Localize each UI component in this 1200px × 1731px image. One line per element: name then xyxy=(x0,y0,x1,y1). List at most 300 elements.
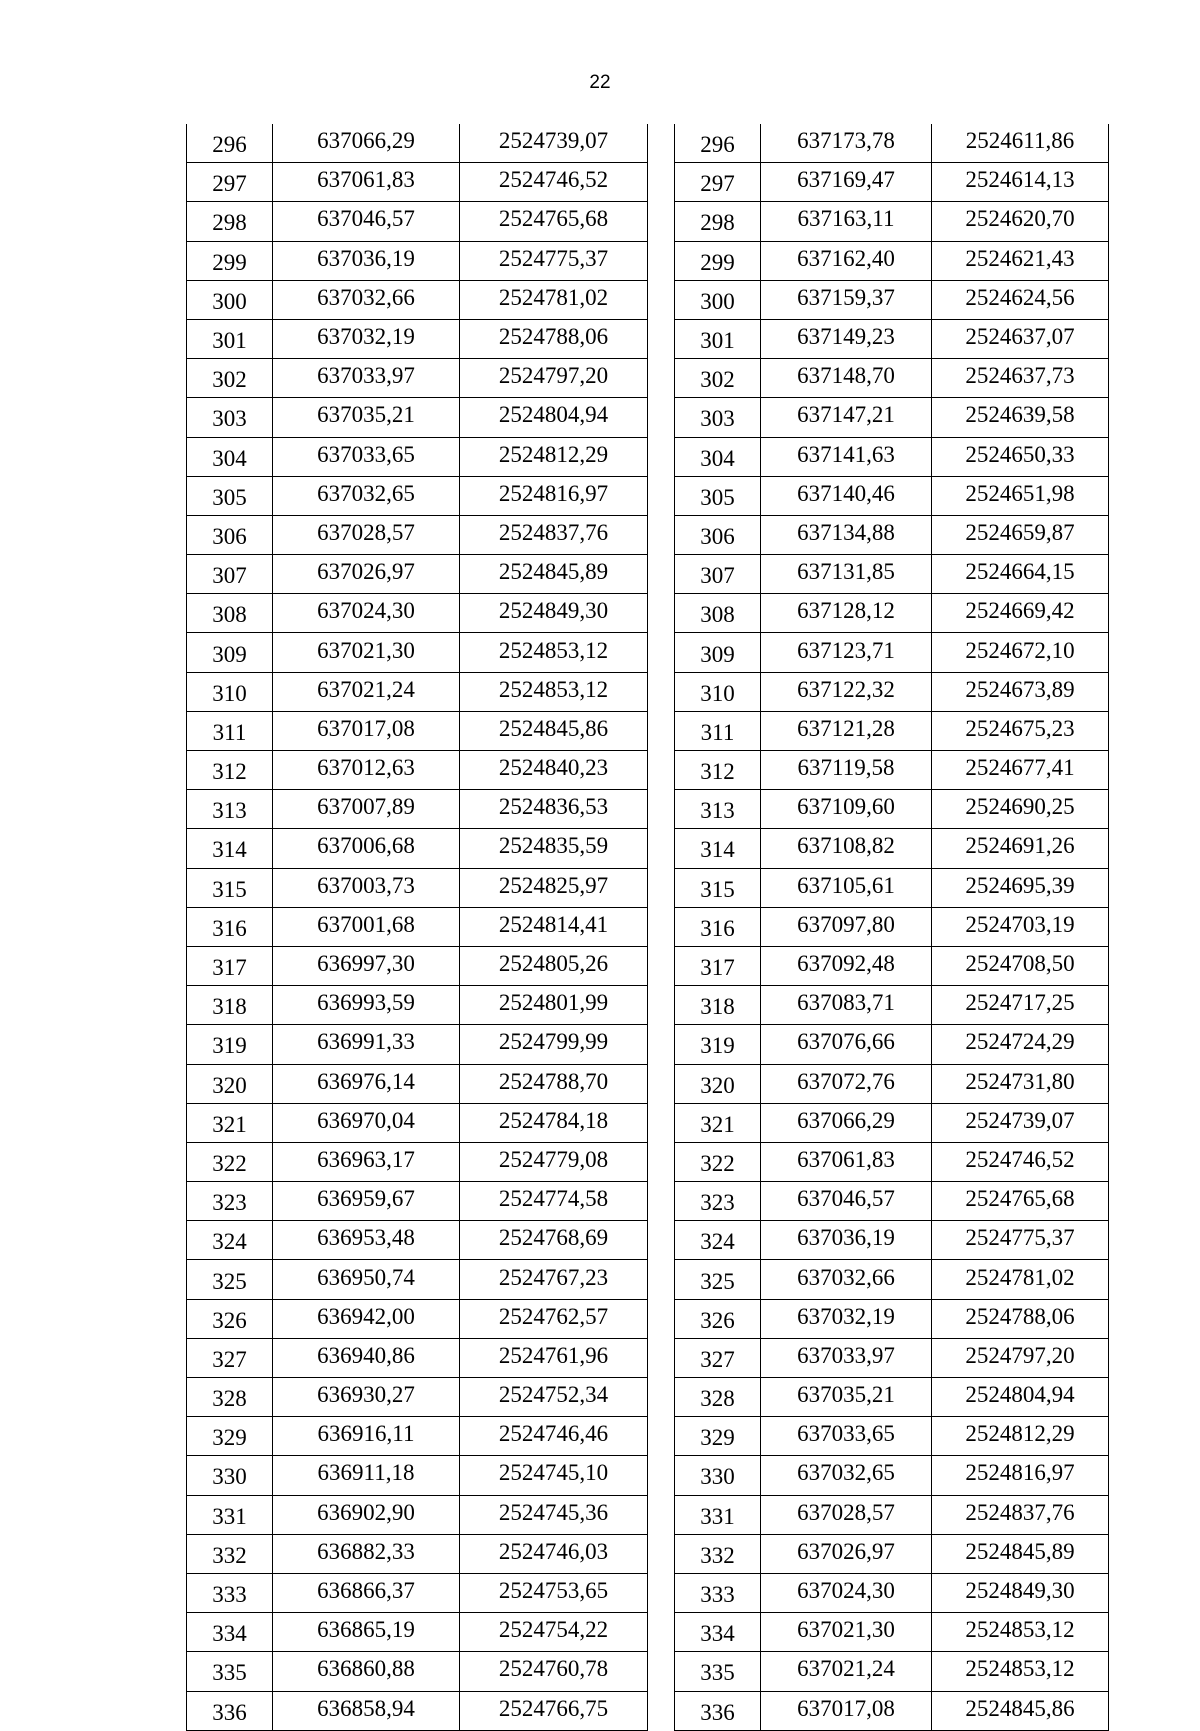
x-coordinate-cell: 637006,68 xyxy=(273,829,460,868)
point-number-cell: 304 xyxy=(675,437,761,476)
table-row xyxy=(675,1573,1109,1612)
y-coordinate-cell: 2524621,43 xyxy=(932,241,1109,280)
table-row xyxy=(187,359,648,398)
x-coordinate-cell: 636991,33 xyxy=(273,1025,460,1064)
y-coordinate-cell: 2524695,39 xyxy=(932,868,1109,907)
point-number-cell: 305 xyxy=(187,476,273,515)
point-number-cell: 322 xyxy=(187,1142,273,1181)
y-coordinate-cell: 2524691,26 xyxy=(932,829,1109,868)
table-row xyxy=(675,319,1109,358)
point-number-cell: 308 xyxy=(675,594,761,633)
y-coordinate-cell: 2524746,03 xyxy=(460,1534,648,1573)
x-coordinate-cell: 636858,94 xyxy=(273,1691,460,1730)
y-coordinate-cell: 2524781,02 xyxy=(932,1260,1109,1299)
y-coordinate-cell: 2524799,99 xyxy=(460,1025,648,1064)
y-coordinate-cell: 2524753,65 xyxy=(460,1573,648,1612)
point-number-cell: 306 xyxy=(187,515,273,554)
table-row xyxy=(675,1142,1109,1181)
x-coordinate-cell: 636959,67 xyxy=(273,1182,460,1221)
y-coordinate-cell: 2524853,12 xyxy=(932,1613,1109,1652)
x-coordinate-cell: 637024,30 xyxy=(761,1573,932,1612)
point-number-cell: 320 xyxy=(675,1064,761,1103)
x-coordinate-cell: 636916,11 xyxy=(273,1417,460,1456)
x-coordinate-cell: 636976,14 xyxy=(273,1064,460,1103)
y-coordinate-cell: 2524650,33 xyxy=(932,437,1109,476)
point-number-cell: 326 xyxy=(675,1299,761,1338)
table-row xyxy=(675,1182,1109,1221)
x-coordinate-cell: 636953,48 xyxy=(273,1221,460,1260)
point-number-cell: 307 xyxy=(187,555,273,594)
y-coordinate-cell: 2524761,96 xyxy=(460,1338,648,1377)
table-row xyxy=(187,1652,648,1691)
y-coordinate-cell: 2524639,58 xyxy=(932,398,1109,437)
point-number-cell: 334 xyxy=(187,1613,273,1652)
x-coordinate-cell: 637121,28 xyxy=(761,711,932,750)
table-row xyxy=(187,124,648,163)
point-number-cell: 311 xyxy=(675,711,761,750)
point-number-cell: 333 xyxy=(675,1573,761,1612)
table-row xyxy=(675,398,1109,437)
x-coordinate-cell: 637003,73 xyxy=(273,868,460,907)
table-row xyxy=(675,672,1109,711)
x-coordinate-cell: 637035,21 xyxy=(761,1378,932,1417)
y-coordinate-cell: 2524746,52 xyxy=(460,163,648,202)
table-row xyxy=(675,163,1109,202)
x-coordinate-cell: 637105,61 xyxy=(761,868,932,907)
y-coordinate-cell: 2524814,41 xyxy=(460,907,648,946)
point-number-cell: 297 xyxy=(675,163,761,202)
x-coordinate-cell: 637007,89 xyxy=(273,790,460,829)
y-coordinate-cell: 2524717,25 xyxy=(932,986,1109,1025)
y-coordinate-cell: 2524774,58 xyxy=(460,1182,648,1221)
x-coordinate-cell: 637032,19 xyxy=(273,319,460,358)
x-coordinate-cell: 637032,19 xyxy=(761,1299,932,1338)
x-coordinate-cell: 637033,97 xyxy=(273,359,460,398)
y-coordinate-cell: 2524754,22 xyxy=(460,1613,648,1652)
x-coordinate-cell: 637134,88 xyxy=(761,515,932,554)
point-number-cell: 317 xyxy=(187,946,273,985)
point-number-cell: 302 xyxy=(187,359,273,398)
y-coordinate-cell: 2524664,15 xyxy=(932,555,1109,594)
point-number-cell: 301 xyxy=(187,319,273,358)
y-coordinate-cell: 2524845,89 xyxy=(932,1534,1109,1573)
table-row xyxy=(675,1221,1109,1260)
table-row xyxy=(675,946,1109,985)
x-coordinate-cell: 636993,59 xyxy=(273,986,460,1025)
y-coordinate-cell: 2524837,76 xyxy=(460,515,648,554)
point-number-cell: 309 xyxy=(187,633,273,672)
y-coordinate-cell: 2524708,50 xyxy=(932,946,1109,985)
point-number-cell: 321 xyxy=(187,1103,273,1142)
y-coordinate-cell: 2524837,76 xyxy=(932,1495,1109,1534)
table-row xyxy=(675,868,1109,907)
x-coordinate-cell: 637026,97 xyxy=(761,1534,932,1573)
point-number-cell: 308 xyxy=(187,594,273,633)
y-coordinate-cell: 2524746,52 xyxy=(932,1142,1109,1181)
table-row xyxy=(187,790,648,829)
point-number-cell: 312 xyxy=(187,751,273,790)
x-coordinate-cell: 636930,27 xyxy=(273,1378,460,1417)
point-number-cell: 328 xyxy=(675,1378,761,1417)
x-coordinate-cell: 637061,83 xyxy=(761,1142,932,1181)
x-coordinate-cell: 637024,30 xyxy=(273,594,460,633)
x-coordinate-cell: 636942,00 xyxy=(273,1299,460,1338)
y-coordinate-cell: 2524675,23 xyxy=(932,711,1109,750)
table-row xyxy=(675,437,1109,476)
table-row xyxy=(675,476,1109,515)
x-coordinate-cell: 637083,71 xyxy=(761,986,932,1025)
y-coordinate-cell: 2524805,26 xyxy=(460,946,648,985)
x-coordinate-cell: 637097,80 xyxy=(761,907,932,946)
point-number-cell: 331 xyxy=(675,1495,761,1534)
y-coordinate-cell: 2524788,70 xyxy=(460,1064,648,1103)
y-coordinate-cell: 2524745,10 xyxy=(460,1456,648,1495)
table-row xyxy=(187,515,648,554)
table-row xyxy=(675,790,1109,829)
table-row xyxy=(187,280,648,319)
table-row xyxy=(187,946,648,985)
x-coordinate-cell: 637033,65 xyxy=(273,437,460,476)
y-coordinate-cell: 2524651,98 xyxy=(932,476,1109,515)
y-coordinate-cell: 2524781,02 xyxy=(460,280,648,319)
point-number-cell: 315 xyxy=(187,868,273,907)
x-coordinate-cell: 637123,71 xyxy=(761,633,932,672)
y-coordinate-cell: 2524853,12 xyxy=(460,672,648,711)
x-coordinate-cell: 637035,21 xyxy=(273,398,460,437)
table-row xyxy=(675,202,1109,241)
x-coordinate-cell: 637032,66 xyxy=(761,1260,932,1299)
point-number-cell: 307 xyxy=(675,555,761,594)
point-number-cell: 325 xyxy=(187,1260,273,1299)
y-coordinate-cell: 2524739,07 xyxy=(932,1103,1109,1142)
table-row xyxy=(187,711,648,750)
y-coordinate-cell: 2524677,41 xyxy=(932,751,1109,790)
x-coordinate-cell: 637147,21 xyxy=(761,398,932,437)
point-number-cell: 303 xyxy=(187,398,273,437)
x-coordinate-cell: 637140,46 xyxy=(761,476,932,515)
table-row xyxy=(675,1495,1109,1534)
x-coordinate-cell: 637028,57 xyxy=(761,1495,932,1534)
y-coordinate-cell: 2524690,25 xyxy=(932,790,1109,829)
point-number-cell: 311 xyxy=(187,711,273,750)
point-number-cell: 335 xyxy=(187,1652,273,1691)
x-coordinate-cell: 636860,88 xyxy=(273,1652,460,1691)
point-number-cell: 317 xyxy=(675,946,761,985)
table-row xyxy=(675,1652,1109,1691)
x-coordinate-cell: 636865,19 xyxy=(273,1613,460,1652)
table-row xyxy=(187,1573,648,1612)
y-coordinate-cell: 2524766,75 xyxy=(460,1691,648,1730)
y-coordinate-cell: 2524746,46 xyxy=(460,1417,648,1456)
table-row xyxy=(675,633,1109,672)
y-coordinate-cell: 2524775,37 xyxy=(932,1221,1109,1260)
table-row xyxy=(187,1613,648,1652)
point-number-cell: 305 xyxy=(675,476,761,515)
point-number-cell: 322 xyxy=(675,1142,761,1181)
table-row xyxy=(675,124,1109,163)
point-number-cell: 303 xyxy=(675,398,761,437)
y-coordinate-cell: 2524812,29 xyxy=(460,437,648,476)
table-row xyxy=(675,1025,1109,1064)
x-coordinate-cell: 637061,83 xyxy=(273,163,460,202)
x-coordinate-cell: 637128,12 xyxy=(761,594,932,633)
y-coordinate-cell: 2524836,53 xyxy=(460,790,648,829)
y-coordinate-cell: 2524760,78 xyxy=(460,1652,648,1691)
table-row xyxy=(187,1338,648,1377)
x-coordinate-cell: 637122,32 xyxy=(761,672,932,711)
x-coordinate-cell: 637021,24 xyxy=(273,672,460,711)
table-row xyxy=(187,1260,648,1299)
point-number-cell: 329 xyxy=(675,1417,761,1456)
table-row xyxy=(675,1299,1109,1338)
table-row xyxy=(187,437,648,476)
y-coordinate-cell: 2524779,08 xyxy=(460,1142,648,1181)
point-number-cell: 330 xyxy=(187,1456,273,1495)
table-row xyxy=(187,829,648,868)
point-number-cell: 313 xyxy=(675,790,761,829)
table-row xyxy=(187,672,648,711)
x-coordinate-cell: 637012,63 xyxy=(273,751,460,790)
point-number-cell: 321 xyxy=(675,1103,761,1142)
table-row xyxy=(675,1378,1109,1417)
table-row xyxy=(675,1417,1109,1456)
y-coordinate-cell: 2524703,19 xyxy=(932,907,1109,946)
x-coordinate-cell: 637108,82 xyxy=(761,829,932,868)
y-coordinate-cell: 2524784,18 xyxy=(460,1103,648,1142)
y-coordinate-cell: 2524845,86 xyxy=(932,1691,1109,1730)
point-number-cell: 298 xyxy=(187,202,273,241)
x-coordinate-cell: 637148,70 xyxy=(761,359,932,398)
y-coordinate-cell: 2524611,86 xyxy=(932,124,1109,163)
y-coordinate-cell: 2524673,89 xyxy=(932,672,1109,711)
table-row xyxy=(675,1534,1109,1573)
x-coordinate-cell: 637076,66 xyxy=(761,1025,932,1064)
point-number-cell: 297 xyxy=(187,163,273,202)
point-number-cell: 314 xyxy=(675,829,761,868)
point-number-cell: 334 xyxy=(675,1613,761,1652)
x-coordinate-cell: 637021,30 xyxy=(761,1613,932,1652)
y-coordinate-cell: 2524637,07 xyxy=(932,319,1109,358)
table-row xyxy=(675,829,1109,868)
point-number-cell: 296 xyxy=(187,124,273,163)
point-number-cell: 312 xyxy=(675,751,761,790)
point-number-cell: 315 xyxy=(675,868,761,907)
x-coordinate-cell: 637036,19 xyxy=(761,1221,932,1260)
table-row xyxy=(187,555,648,594)
y-coordinate-cell: 2524765,68 xyxy=(460,202,648,241)
point-number-cell: 324 xyxy=(187,1221,273,1260)
point-number-cell: 336 xyxy=(675,1691,761,1730)
table-row xyxy=(187,1025,648,1064)
x-coordinate-cell: 637046,57 xyxy=(273,202,460,241)
point-number-cell: 319 xyxy=(187,1025,273,1064)
point-number-cell: 332 xyxy=(675,1534,761,1573)
y-coordinate-cell: 2524804,94 xyxy=(460,398,648,437)
y-coordinate-cell: 2524788,06 xyxy=(460,319,648,358)
x-coordinate-cell: 636882,33 xyxy=(273,1534,460,1573)
point-number-cell: 325 xyxy=(675,1260,761,1299)
y-coordinate-cell: 2524752,34 xyxy=(460,1378,648,1417)
point-number-cell: 299 xyxy=(187,241,273,280)
table-row xyxy=(675,1456,1109,1495)
point-number-cell: 324 xyxy=(675,1221,761,1260)
point-number-cell: 304 xyxy=(187,437,273,476)
x-coordinate-cell: 637092,48 xyxy=(761,946,932,985)
y-coordinate-cell: 2524845,86 xyxy=(460,711,648,750)
table-row xyxy=(675,515,1109,554)
point-number-cell: 306 xyxy=(675,515,761,554)
x-coordinate-cell: 636970,04 xyxy=(273,1103,460,1142)
y-coordinate-cell: 2524672,10 xyxy=(932,633,1109,672)
point-number-cell: 320 xyxy=(187,1064,273,1103)
table-row xyxy=(675,1260,1109,1299)
x-coordinate-cell: 637141,63 xyxy=(761,437,932,476)
x-coordinate-cell: 637032,65 xyxy=(273,476,460,515)
y-coordinate-cell: 2524835,59 xyxy=(460,829,648,868)
table-row xyxy=(675,1103,1109,1142)
x-coordinate-cell: 637072,76 xyxy=(761,1064,932,1103)
x-coordinate-cell: 637169,47 xyxy=(761,163,932,202)
point-number-cell: 332 xyxy=(187,1534,273,1573)
point-number-cell: 323 xyxy=(187,1182,273,1221)
x-coordinate-cell: 637131,85 xyxy=(761,555,932,594)
point-number-cell: 298 xyxy=(675,202,761,241)
table-row xyxy=(187,1456,648,1495)
x-coordinate-cell: 637159,37 xyxy=(761,280,932,319)
point-number-cell: 335 xyxy=(675,1652,761,1691)
coordinates-table-right xyxy=(674,124,1109,1731)
y-coordinate-cell: 2524816,97 xyxy=(932,1456,1109,1495)
table-row xyxy=(187,319,648,358)
x-coordinate-cell: 637162,40 xyxy=(761,241,932,280)
x-coordinate-cell: 637026,97 xyxy=(273,555,460,594)
x-coordinate-cell: 637163,11 xyxy=(761,202,932,241)
point-number-cell: 323 xyxy=(675,1182,761,1221)
point-number-cell: 299 xyxy=(675,241,761,280)
y-coordinate-cell: 2524845,89 xyxy=(460,555,648,594)
table-row xyxy=(187,986,648,1025)
x-coordinate-cell: 636940,86 xyxy=(273,1338,460,1377)
y-coordinate-cell: 2524853,12 xyxy=(460,633,648,672)
y-coordinate-cell: 2524797,20 xyxy=(932,1338,1109,1377)
x-coordinate-cell: 637046,57 xyxy=(761,1182,932,1221)
table-row xyxy=(675,711,1109,750)
y-coordinate-cell: 2524849,30 xyxy=(460,594,648,633)
point-number-cell: 296 xyxy=(675,124,761,163)
point-number-cell: 300 xyxy=(187,280,273,319)
point-number-cell: 318 xyxy=(675,986,761,1025)
table-row xyxy=(187,868,648,907)
x-coordinate-cell: 637021,24 xyxy=(761,1652,932,1691)
x-coordinate-cell: 636902,90 xyxy=(273,1495,460,1534)
y-coordinate-cell: 2524767,23 xyxy=(460,1260,648,1299)
y-coordinate-cell: 2524853,12 xyxy=(932,1652,1109,1691)
x-coordinate-cell: 637017,08 xyxy=(273,711,460,750)
y-coordinate-cell: 2524797,20 xyxy=(460,359,648,398)
table-row xyxy=(675,751,1109,790)
y-coordinate-cell: 2524765,68 xyxy=(932,1182,1109,1221)
y-coordinate-cell: 2524659,87 xyxy=(932,515,1109,554)
table-row xyxy=(187,476,648,515)
table-row xyxy=(187,398,648,437)
point-number-cell: 300 xyxy=(675,280,761,319)
table-row xyxy=(675,907,1109,946)
y-coordinate-cell: 2524731,80 xyxy=(932,1064,1109,1103)
x-coordinate-cell: 637032,65 xyxy=(761,1456,932,1495)
x-coordinate-cell: 637119,58 xyxy=(761,751,932,790)
point-number-cell: 316 xyxy=(675,907,761,946)
x-coordinate-cell: 637149,23 xyxy=(761,319,932,358)
table-row xyxy=(675,280,1109,319)
table-row xyxy=(187,202,648,241)
point-number-cell: 301 xyxy=(675,319,761,358)
x-coordinate-cell: 636911,18 xyxy=(273,1456,460,1495)
point-number-cell: 309 xyxy=(675,633,761,672)
x-coordinate-cell: 636997,30 xyxy=(273,946,460,985)
page-number: 22 xyxy=(589,72,611,93)
point-number-cell: 327 xyxy=(187,1338,273,1377)
table-row xyxy=(187,163,648,202)
x-coordinate-cell: 637001,68 xyxy=(273,907,460,946)
point-number-cell: 316 xyxy=(187,907,273,946)
y-coordinate-cell: 2524849,30 xyxy=(932,1573,1109,1612)
point-number-cell: 319 xyxy=(675,1025,761,1064)
x-coordinate-cell: 637066,29 xyxy=(761,1103,932,1142)
x-coordinate-cell: 637028,57 xyxy=(273,515,460,554)
table-row xyxy=(187,1299,648,1338)
y-coordinate-cell: 2524620,70 xyxy=(932,202,1109,241)
y-coordinate-cell: 2524840,23 xyxy=(460,751,648,790)
y-coordinate-cell: 2524801,99 xyxy=(460,986,648,1025)
x-coordinate-cell: 636950,74 xyxy=(273,1260,460,1299)
point-number-cell: 314 xyxy=(187,829,273,868)
y-coordinate-cell: 2524614,13 xyxy=(932,163,1109,202)
y-coordinate-cell: 2524637,73 xyxy=(932,359,1109,398)
table-row xyxy=(187,1103,648,1142)
x-coordinate-cell: 637173,78 xyxy=(761,124,932,163)
x-coordinate-cell: 637017,08 xyxy=(761,1691,932,1730)
point-number-cell: 329 xyxy=(187,1417,273,1456)
table-row xyxy=(187,751,648,790)
x-coordinate-cell: 637033,65 xyxy=(761,1417,932,1456)
y-coordinate-cell: 2524768,69 xyxy=(460,1221,648,1260)
x-coordinate-cell: 636963,17 xyxy=(273,1142,460,1181)
table-row xyxy=(675,1338,1109,1377)
table-row xyxy=(187,1064,648,1103)
y-coordinate-cell: 2524804,94 xyxy=(932,1378,1109,1417)
table-row xyxy=(187,1378,648,1417)
y-coordinate-cell: 2524788,06 xyxy=(932,1299,1109,1338)
x-coordinate-cell: 637036,19 xyxy=(273,241,460,280)
y-coordinate-cell: 2524816,97 xyxy=(460,476,648,515)
table-row xyxy=(675,1064,1109,1103)
table-row xyxy=(187,1534,648,1573)
y-coordinate-cell: 2524775,37 xyxy=(460,241,648,280)
table-row xyxy=(187,241,648,280)
y-coordinate-cell: 2524812,29 xyxy=(932,1417,1109,1456)
table-row xyxy=(187,1182,648,1221)
y-coordinate-cell: 2524669,42 xyxy=(932,594,1109,633)
x-coordinate-cell: 637032,66 xyxy=(273,280,460,319)
x-coordinate-cell: 637109,60 xyxy=(761,790,932,829)
table-row xyxy=(187,1221,648,1260)
table-row xyxy=(187,907,648,946)
y-coordinate-cell: 2524762,57 xyxy=(460,1299,648,1338)
point-number-cell: 313 xyxy=(187,790,273,829)
x-coordinate-cell: 637066,29 xyxy=(273,124,460,163)
table-row xyxy=(187,1417,648,1456)
y-coordinate-cell: 2524724,29 xyxy=(932,1025,1109,1064)
